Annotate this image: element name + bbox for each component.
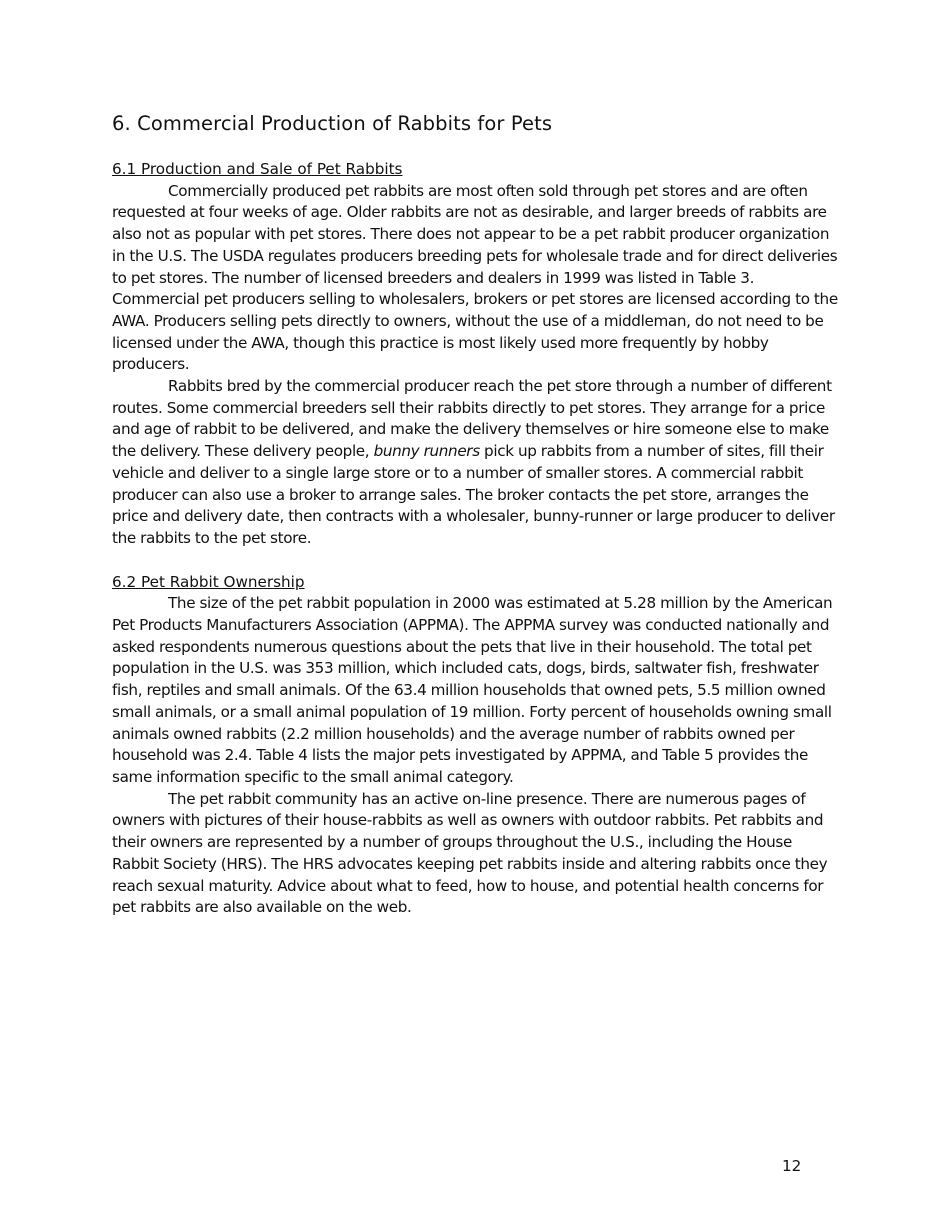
paragraph: The size of the pet rabbit population in 2000 was estimated at 5.28 million by the American Pet Products Manufacturers Association (APPMA). The APPMA survey was conducted nationally and asked respondents numerous questions about the pets that live in their household. The total pet population in the U.S. was 353 million, which included cats, dogs, birds, saltwater fish, freshwater fish, reptiles and small animals. Of the 63.4 million households that owned pets, 5.5 million owned small animals, or a small animal population of 19 million. Forty percent of households owning small animals owned rabbits (2.2 million households) and the average number of rabbits owned per household was 2.4. Table 4 lists the major pets investigated by APPMA, and Table 5 provides the same information specific to the small animal category. [112,594,833,786]
italic-term: bunny runners [373,442,480,461]
paragraph: Commercially produced pet rabbits are most often sold through pet stores and are often requested at four weeks of age. Older rabbits are not as desirable, and larger breeds of rabbits are also not as popular with pet stores. There does not appear to be a pet rabbit producer organization in the U.S. The USDA regulates producers breeding pets for wholesale trade and for direct deliveries to pet stores. The number of licensed breeders and dealers in 1999 was listed in Table 3. Commercial pet producers selling to wholesalers, brokers or pet stores are licensed according to the AWA. Producers selling pets directly to owners, without the use of a middleman, do not need to be licensed under the AWA, though this practice is most likely used more frequently by hobby producers. [112,181,838,374]
section-heading: 6.2 Pet Rabbit Ownership [112,572,305,591]
document-page [112,110,842,919]
section-heading: 6.1 Production and Sale of Pet Rabbits [112,160,403,178]
paragraph-text: Rabbits bred by the commercial producer reach the pet store through a number of different routes. Some commercial breeders sell their rabbits directly to pet stores. They arrange for a price and age of rabbit to be delivered, and make the delivery themselves or hire someone else to make the delivery. These delivery people, [112,377,832,461]
chapter-title: 6. Commercial Production of Rabbits for Pets [112,112,553,135]
page-number: 12 [782,1157,802,1175]
paragraph: The pet rabbit community has an active on-line presence. There are numerous pages of owners with pictures of their house-rabbits as well as owners with outdoor rabbits. Pet rabbits and their owners are represented by a number of groups throughout the U.S., including the House Rabbit Society (HRS). The HRS advocates keeping pet rabbits inside and altering rabbits once they reach sexual maturity. Advice about what to feed, how to house, and potential health concerns for pet rabbits are also available on the web. [112,789,828,917]
section-production-and-sale [112,159,842,550]
paragraph-text: pick up rabbits from a number of sites, fill their vehicle and deliver to a single large store or to a number of smaller stores. A commercial rabbit producer can also use a broker to arrange sales. The broker contacts the pet store, arranges the price and delivery date, then contracts with a wholesaler, bunny-runner or large producer to deliver the rabbits to the pet store. [112,442,835,547]
section-pet-rabbit-ownership [112,572,842,919]
paragraph-with-italic [112,376,842,550]
